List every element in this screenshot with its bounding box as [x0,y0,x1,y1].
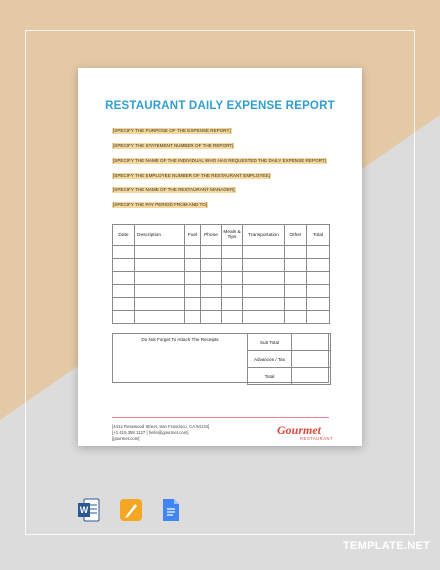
table-cell[interactable] [113,298,135,311]
field-manager-name: [SPECIFY THE NAME OF THE RESTAURANT MANAGER] [113,187,235,192]
table-cell[interactable] [135,298,185,311]
table-row [113,246,330,259]
footer-address: [4412 Rosewood Street, San Francisco, CA 94134] [112,424,210,429]
table-cell[interactable] [185,259,201,272]
table-cell[interactable] [201,285,222,298]
table-cell[interactable] [113,311,135,324]
table-cell[interactable] [113,259,135,272]
table-cell[interactable] [135,259,185,272]
table-row [113,311,330,324]
table-cell[interactable] [113,285,135,298]
advances-tax-label: Advances / Tax [248,351,292,368]
table-cell[interactable] [307,259,330,272]
header-phone: Phone [201,225,222,246]
field-pay-period: [SPECIFY THE PAY PERIOD FROM AND TO] [113,202,208,207]
table-cell[interactable] [307,246,330,259]
table-cell[interactable] [201,272,222,285]
table-cell[interactable] [201,246,222,259]
table-cell[interactable] [185,272,201,285]
header-date: Date [113,225,135,246]
table-header-row [113,225,330,246]
table-row [113,259,330,272]
pages-icon[interactable] [120,498,142,522]
table-cell[interactable] [135,272,185,285]
totals-section [112,333,329,383]
table-cell[interactable] [285,246,307,259]
field-employee-number: [SPECIFY THE EMPLOYEE NUMBER OF THE RESTAURANT EMPLOYEE] [113,173,270,178]
advances-tax-value[interactable] [292,351,331,368]
table-cell[interactable] [307,298,330,311]
table-cell[interactable] [243,259,285,272]
header-transportation: Transportation [243,225,285,246]
table-cell[interactable] [243,285,285,298]
table-cell[interactable] [222,311,243,324]
table-cell[interactable] [201,298,222,311]
table-cell[interactable] [307,272,330,285]
header-meals-tips: Meals & Tips [222,225,243,246]
table-cell[interactable] [285,311,307,324]
table-cell[interactable] [113,246,135,259]
field-purpose: [SPECIFY THE PURPOSE OF THE EXPENSE REPORT] [113,128,231,133]
table-cell[interactable] [201,259,222,272]
table-cell[interactable] [243,246,285,259]
table-cell[interactable] [307,285,330,298]
header-other: Other [285,225,307,246]
table-cell[interactable] [113,272,135,285]
table-cell[interactable] [222,298,243,311]
table-cell[interactable] [135,246,185,259]
table-cell[interactable] [285,272,307,285]
table-cell[interactable] [307,311,330,324]
gourmet-logo-subtitle: RESTAURANT [300,436,334,441]
svg-text:W: W [79,505,89,515]
table-cell[interactable] [201,311,222,324]
field-requester-name: [SPECIFY THE NAME OF THE INDIVIDUAL WHO HAS REQUESTED THE DAILY EXPENSE REPORT] [113,158,326,163]
subtotal-value[interactable] [292,334,331,351]
header-fuel: Fuel [185,225,201,246]
table-cell[interactable] [185,311,201,324]
footer-divider [112,417,329,418]
table-cell[interactable] [222,259,243,272]
table-cell[interactable] [243,298,285,311]
table-row [113,272,330,285]
table-cell[interactable] [222,246,243,259]
table-row [113,298,330,311]
table-cell[interactable] [222,272,243,285]
word-icon[interactable] [78,498,100,522]
field-statement-number: [SPECIFY THE STATEMENT NUMBER OF THE REPORT] [113,143,234,148]
google-docs-icon[interactable] [160,498,182,522]
table-cell[interactable] [285,285,307,298]
document-page [78,68,362,446]
table-cell[interactable] [243,272,285,285]
header-total: Total [307,225,330,246]
table-cell[interactable] [135,285,185,298]
table-cell[interactable] [285,298,307,311]
receipts-note: Do Not Forget To Attach The Receipts [141,337,219,342]
table-cell[interactable] [243,311,285,324]
total-label: Total [248,368,292,385]
gourmet-logo: Gourmet [277,423,322,437]
header-description: Description [135,225,185,246]
footer-contact: [+1 415 358 1127 | hello@gourmet.com] [112,430,189,435]
expense-table [112,224,330,324]
table-cell[interactable] [185,246,201,259]
totals-table [247,333,331,385]
subtotal-label: Sub Total [248,334,292,351]
table-row [113,285,330,298]
watermark: TEMPLATE.NET [343,540,431,552]
footer-website: [gourmet.com] [112,436,140,441]
total-value[interactable] [292,368,331,385]
table-cell[interactable] [185,285,201,298]
table-cell[interactable] [185,298,201,311]
document-title: RESTAURANT DAILY EXPENSE REPORT [105,100,335,112]
table-cell[interactable] [285,259,307,272]
table-cell[interactable] [135,311,185,324]
table-cell[interactable] [222,285,243,298]
